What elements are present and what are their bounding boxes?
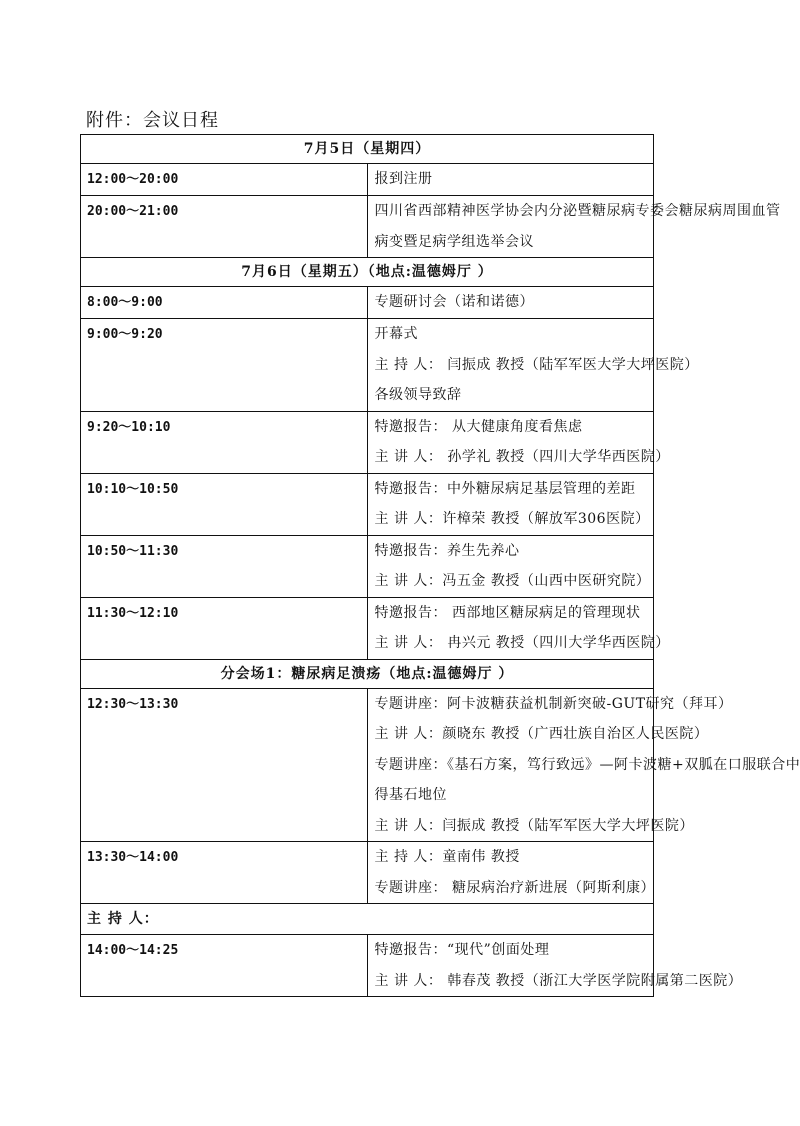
schedule-table — [80, 134, 800, 997]
session-time: 14:00～14:25 — [87, 943, 179, 958]
session-line: 专题讲座：《基石方案，笃行致远》—阿卡波糖+双胍在口服联合中 — [374, 756, 800, 773]
day-header-row — [81, 135, 654, 164]
session-row — [81, 164, 654, 196]
session-time-cell — [81, 597, 368, 659]
session-line: 主 讲 人：许樟荣 教授（解放军306医院） — [374, 511, 650, 527]
session-line: 得基石地位 — [374, 787, 447, 803]
session-time-cell — [81, 688, 368, 842]
session-content — [367, 196, 781, 258]
session-line: 主 讲 人： 韩春茂 教授（浙江大学医学院附属第二医院） — [374, 972, 743, 989]
session-line: 专题讲座： 糖尿病治疗新进展（阿斯利康） — [374, 879, 655, 896]
day-header-row — [81, 258, 654, 287]
session-row — [81, 473, 654, 535]
session-row — [81, 535, 654, 597]
session-row — [81, 411, 654, 473]
day-header-row — [81, 659, 654, 688]
session-row — [81, 597, 654, 659]
session-row — [81, 935, 654, 997]
attachment-title: 附件：会议日程 — [86, 110, 219, 131]
session-time: 10:50～11:30 — [87, 543, 179, 559]
session-content — [367, 597, 670, 659]
host-row — [81, 904, 654, 935]
session-time-cell — [81, 287, 368, 319]
session-content — [367, 935, 743, 997]
session-content — [367, 535, 654, 597]
session-time-cell — [81, 196, 368, 258]
session-time-cell — [81, 411, 368, 473]
session-time-cell — [81, 935, 368, 997]
session-line: 主 讲 人：闫振成 教授（陆军军医大学大坪医院） — [374, 817, 694, 834]
session-row — [81, 196, 654, 258]
session-time: 11:30～12:10 — [87, 605, 179, 621]
session-row — [81, 688, 654, 842]
session-row — [81, 319, 654, 412]
session-line: 特邀报告：中外糖尿病足基层管理的差距 — [374, 480, 636, 497]
session-line: 开幕式 — [374, 326, 418, 342]
day-header: 7月6日（星期五）（地点:温德姆厅 ） — [81, 258, 654, 287]
session-content — [367, 319, 699, 412]
session-line: 特邀报告：养生先养心 — [374, 542, 520, 559]
session-time: 9:00～9:20 — [87, 327, 163, 342]
session-time: 8:00～9:00 — [87, 295, 163, 310]
session-time: 10:10～10:50 — [87, 481, 179, 497]
session-content — [367, 164, 654, 196]
session-line: 主 持 人： 闫振成 教授（陆军军医大学大坪医院） — [374, 356, 699, 373]
schedule-body — [81, 135, 800, 997]
session-time: 9:20～10:10 — [87, 419, 171, 435]
session-time: 12:30～13:30 — [87, 696, 179, 712]
session-time: 20:00～21:00 — [87, 204, 179, 219]
session-time-cell — [81, 842, 368, 904]
day-header: 7月5日（星期四） — [81, 135, 654, 164]
session-row — [81, 287, 654, 319]
session-content — [367, 411, 670, 473]
session-line: 主 持 人：童南伟 教授 — [374, 849, 520, 865]
session-line: 病变暨足病学组选举会议 — [374, 233, 534, 250]
session-line: 各级领导致辞 — [374, 387, 462, 403]
session-line: 主 讲 人：冯五金 教授（山西中医研究院） — [374, 573, 651, 589]
session-row — [81, 842, 654, 904]
session-time-cell — [81, 319, 368, 412]
session-line: 专题讲座：阿卡波糖获益机制新突破-GUT研究（拜耳） — [374, 695, 733, 712]
session-line: 四川省西部精神医学协会内分泌暨糖尿病专委会糖尿病周围血管 — [374, 203, 781, 219]
session-content — [367, 473, 654, 535]
session-line: 特邀报告： 从大健康角度看焦虑 — [374, 418, 583, 435]
session-line: 主 讲 人： 冉兴元 教授（四川大学华西医院） — [374, 635, 670, 651]
session-content — [367, 842, 654, 904]
session-time: 13:30～14:00 — [87, 850, 179, 865]
session-time-cell — [81, 164, 368, 196]
session-content — [367, 287, 654, 319]
session-time-cell — [81, 535, 368, 597]
day-header: 分会场1：糖尿病足溃疡（地点:温德姆厅 ） — [81, 659, 654, 688]
session-line: 主 讲 人：颜晓东 教授（广西壮族自治区人民医院） — [374, 726, 709, 742]
session-line: 专题研讨会（诺和诺德） — [374, 294, 534, 310]
session-line: 主 讲 人： 孙学礼 教授（四川大学华西医院） — [374, 449, 670, 465]
host-label: 主 持 人： — [81, 904, 654, 935]
session-content — [367, 688, 800, 842]
session-time: 12:00～20:00 — [87, 172, 179, 187]
session-line: 报到注册 — [374, 171, 433, 187]
session-time-cell — [81, 473, 368, 535]
session-line: 特邀报告： 西部地区糖尿病足的管理现状 — [374, 604, 641, 621]
session-line: 特邀报告：“现代”创面处理 — [374, 942, 550, 958]
